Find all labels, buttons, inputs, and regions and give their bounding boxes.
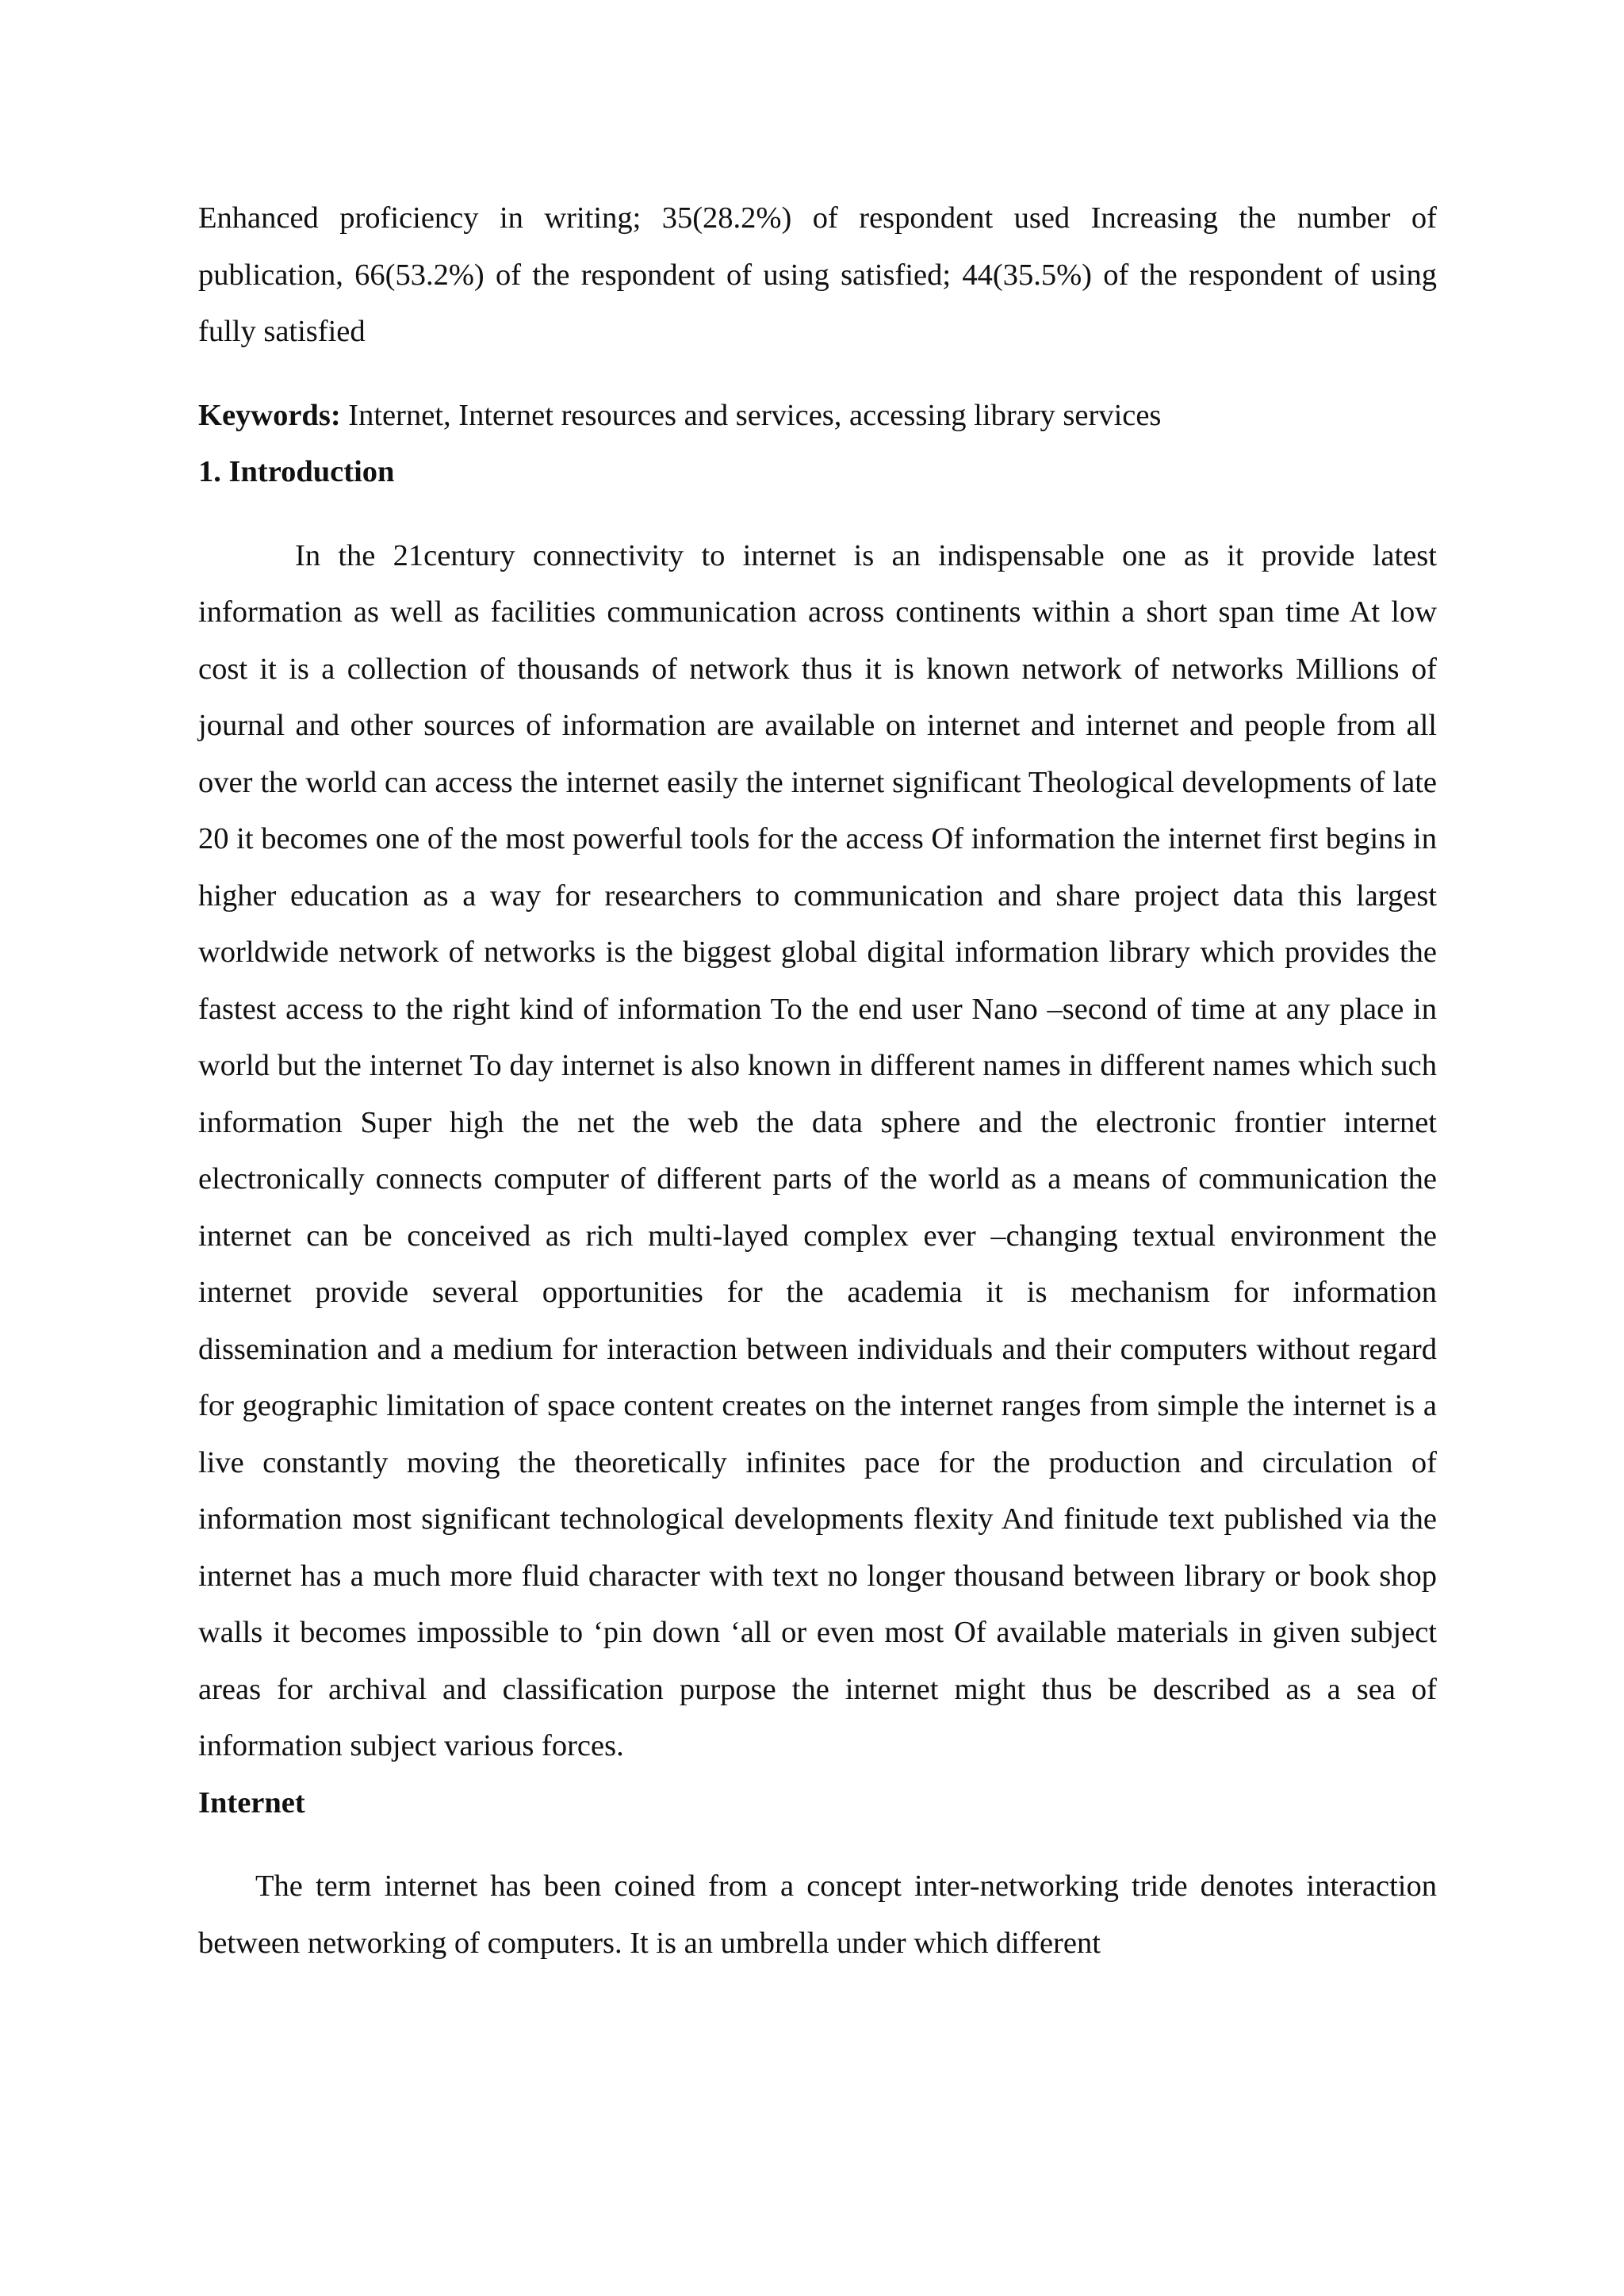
keywords-line — [198, 388, 1437, 445]
page-content — [198, 190, 1437, 1972]
introduction-heading: 1. Introduction — [198, 455, 395, 488]
internet-paragraph: The term internet has been coined from a concept inter-networking tride denotes interaction between networking of computers. It is an umbrella under which different — [198, 1869, 1437, 1960]
keywords-text: Internet, Internet resources and services, accessing library services — [340, 398, 1162, 432]
abstract-continuation: Enhanced proficiency in writing; 35(28.2%) of respondent used Increasing the number of publication, 66(53.2%) of the respondent of using satisfied; 44(35.5%) of the respondent of using fully satisfied — [198, 201, 1437, 348]
introduction-paragraph: In the 21century connectivity to internet is an indispensable one as it provide latest information as well as facilities communication across continents within a short span time At low cost it is a collection of thousands of network thus it is known network of networks Millions of journal and other sources of information are available on internet and internet and people from all over the world can access the internet easily the internet significant Theological developments of late 20 it becomes one of the most powerful tools for the access Of information the internet first begins in higher education as a way for researchers to communication and share project data this largest worldwide network of networks is the biggest global digital information library which provides the fastest access to the right kind of information To the end user Nano –second of time at any place in world but the internet To day internet is also known in different names in different names which such information Super high the net the web the data sphere and the electronic frontier internet electronically connects computer of different parts of the world as a means of communication the internet can be conceived as rich multi-layed complex ever –changing textual environment the internet provide several opportunities for the academia it is mechanism for information dissemination and a medium for interaction between individuals and their computers without regard for geographic limitation of space content creates on the internet ranges from simple the internet is a live constantly moving the theoretically infinites pace for the production and circulation of information most significant technological developments flexity And finitude text published via the internet has a much more fluid character with text no longer thousand between library or book shop walls it becomes impossible to ‘pin down ‘all or even most Of available materials in given subject areas for archival and classification purpose the internet might thus be described as a sea of information subject various forces. — [198, 538, 1437, 1762]
keywords-label: Keywords: — [198, 398, 341, 432]
internet-heading: Internet — [198, 1785, 305, 1820]
